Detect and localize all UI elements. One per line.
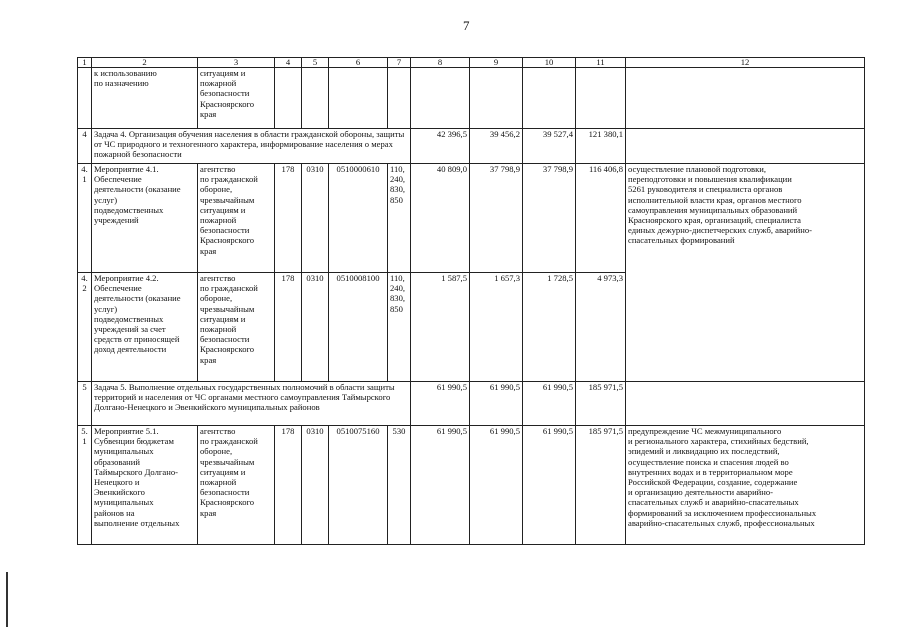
cell-empty [302, 68, 329, 129]
row-number: 4.1 [78, 164, 92, 273]
agency-cell: агентство по гражданской обороне, чрезвычайным ситуациям и пожарной безопасности Красноярского края [198, 273, 275, 382]
amount-cell: 40 809,0 [411, 164, 470, 273]
code-cell [388, 426, 411, 545]
activity-name-cell: Мероприятие 4.2. Обеспечение деятельности (оказание услуг) подведомственных учреждений за счет средств от приносящей доход деятельности [92, 273, 198, 382]
header-cell: 6 [329, 58, 388, 68]
amount-cell: 1 728,5 [523, 273, 576, 382]
row-number [78, 68, 92, 129]
amount-text: 61 990,5 [489, 426, 520, 436]
header-cell: 11 [576, 58, 626, 68]
header-cell: 3 [198, 58, 275, 68]
cell-empty [626, 68, 865, 129]
table-row-4-1 [78, 164, 865, 273]
amount-cell: 1 657,3 [470, 273, 523, 382]
total-cell [576, 426, 626, 545]
expected-result-text: предупреждение ЧС межмуниципального и регионального характера, стихийных бедствий, эпидемий и ликвидацию их последствий, осуществление поиска и спасения людей во внутренних водах и в территориальном море Российской Федерации, создание, содержание и организацию деятельности аварийно- спасательных служб и аварийно-спасательных формирований за исключением профессиональных аварийно-спасательных служб, профессиональных [628, 426, 817, 528]
table-row-5-1 [78, 426, 865, 545]
task-heading: Задача 4. Организация обучения населения в области гражданской обороны, защиты от ЧС природного и техногенного характера, информирование населения о мерах пожарной безопасности [92, 129, 411, 164]
activity-name-cell [92, 426, 198, 545]
amount-cell: 61 990,5 [523, 382, 576, 426]
header-cell: 8 [411, 58, 470, 68]
cell-empty [470, 68, 523, 129]
code-cell: 178 [275, 164, 302, 273]
amount-cell: 37 798,9 [470, 164, 523, 273]
amount-cell: 37 798,9 [523, 164, 576, 273]
total-cell: 4 973,3 [576, 273, 626, 382]
page-number: 7 [463, 18, 470, 33]
header-cell: 2 [92, 58, 198, 68]
agency-cell: ситуациям и пожарной безопасности Красноярского края [198, 68, 275, 129]
budget-table [77, 57, 865, 545]
code-text: 0310 [306, 426, 324, 436]
row-number-text: 5.1 [81, 426, 88, 447]
expected-result-cell [626, 426, 865, 545]
amount-text: 61 990,5 [542, 426, 573, 436]
code-cell: 0310 [302, 273, 329, 382]
cell-empty [523, 68, 576, 129]
expected-result-cell: осуществление плановой подготовки, переподготовки и повышения квалификации 5261 руководителя и специалиста органов исполнительной власти края, органов местного самоуправления муниципальных образований Красноярского края, организаций, специалиста единых дежурно-диспетчерских служб, аварийно- спасательных формирований [626, 164, 865, 382]
code-cell [329, 426, 388, 545]
code-cell [275, 426, 302, 545]
amount-cell [411, 426, 470, 545]
code-cell: 0510008100 [329, 273, 388, 382]
code-text: 0510075160 [336, 426, 380, 436]
cell-empty [388, 68, 411, 129]
amount-cell: 1 587,5 [411, 273, 470, 382]
code-cell: 110, 240, 830, 850 [388, 273, 411, 382]
row-number: 5 [78, 382, 92, 426]
cell-empty [576, 68, 626, 129]
code-text: 178 [281, 426, 295, 436]
header-row [78, 58, 865, 68]
cell-empty [626, 129, 865, 164]
header-cell: 10 [523, 58, 576, 68]
row-number [78, 426, 92, 545]
header-cell: 12 [626, 58, 865, 68]
row-number: 4 [78, 129, 92, 164]
amount-cell: 61 990,5 [470, 382, 523, 426]
header-cell: 4 [275, 58, 302, 68]
code-cell: 110, 240, 830, 850 [388, 164, 411, 273]
amount-cell: 61 990,5 [411, 382, 470, 426]
cell-empty [329, 68, 388, 129]
header-cell: 9 [470, 58, 523, 68]
header-cell: 5 [302, 58, 329, 68]
code-cell: 0310 [302, 164, 329, 273]
cell-empty [411, 68, 470, 129]
table-row-task-5 [78, 382, 865, 426]
code-text: 530 [392, 426, 406, 436]
table-row-continuation [78, 68, 865, 129]
task-heading: Задача 5. Выполнение отдельных государственных полномочий в области защиты территорий и населения от ЧС органами местного самоуправления Таймырского Долгано-Ненецкого и Эвенкийского муниципальных районов [92, 382, 411, 426]
header-cell: 1 [78, 58, 92, 68]
amount-cell: 39 527,4 [523, 129, 576, 164]
code-cell [302, 426, 329, 545]
activity-name-cell: Мероприятие 4.1. Обеспечение деятельности (оказание услуг) подведомственных учреждений [92, 164, 198, 273]
total-text: 185 971,5 [588, 426, 623, 436]
total-cell: 185 971,5 [576, 382, 626, 426]
agency-cell: агентство по гражданской обороне, чрезвычайным ситуациям и пожарной безопасности Красноярского края [198, 164, 275, 273]
amount-cell [470, 426, 523, 545]
margin-mark [6, 572, 8, 627]
amount-cell: 39 456,2 [470, 129, 523, 164]
code-cell: 0510000610 [329, 164, 388, 273]
total-cell: 121 380,1 [576, 129, 626, 164]
cell-empty [275, 68, 302, 129]
amount-cell [523, 426, 576, 545]
amount-text: 61 990,5 [436, 426, 467, 436]
amount-cell: 42 396,5 [411, 129, 470, 164]
agency-text: агентство по гражданской обороне, чрезвычайным ситуациям и пожарной безопасности Красноярского края [200, 426, 258, 518]
total-cell: 116 406,8 [576, 164, 626, 273]
code-cell: 178 [275, 273, 302, 382]
table-row-task-4 [78, 129, 865, 164]
activity-name-text: Мероприятие 5.1. Субвенции бюджетам муниципальных образований Таймырского Долгано- Ненецкого и Эвенкийского муниципальных районов на выполнение отдельных [94, 426, 180, 528]
agency-cell [198, 426, 275, 545]
activity-name-cell: к использованию по назначению [92, 68, 198, 129]
header-cell: 7 [388, 58, 411, 68]
cell-empty [626, 382, 865, 426]
row-number: 4.2 [78, 273, 92, 382]
